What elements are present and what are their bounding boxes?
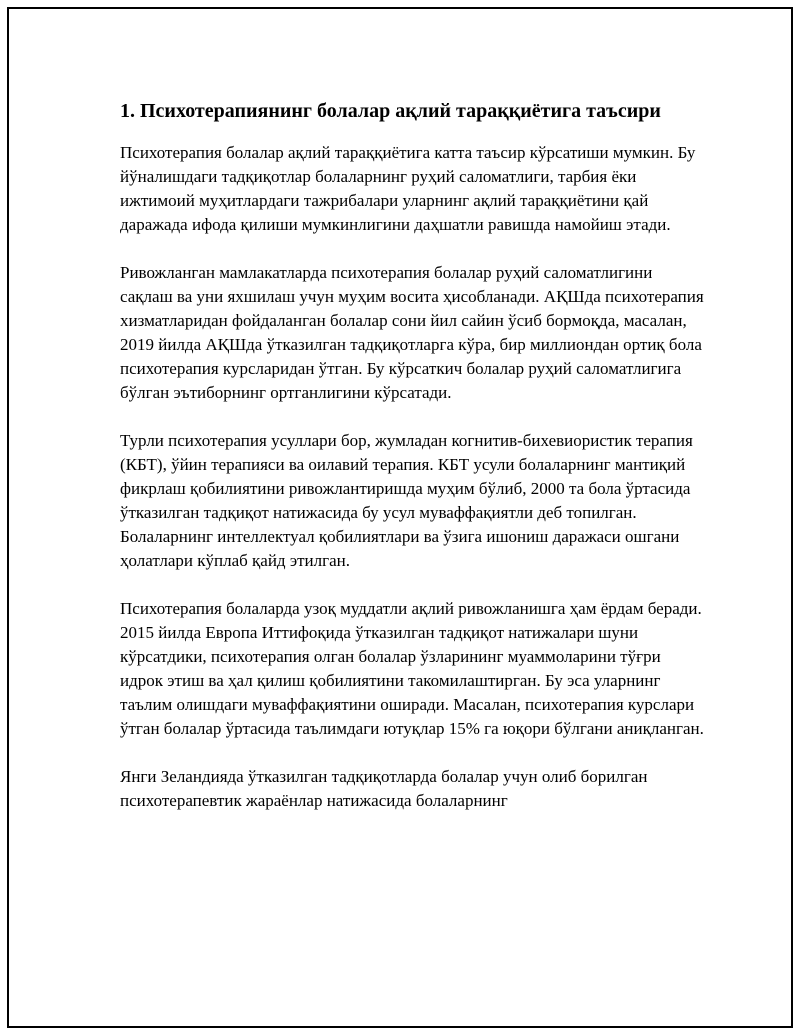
- paragraph-3: Турли психотерапия усуллари бор, жумладан когнитив-бихевиористик терапия (КБТ), ўйин терапияси ва оилавий терапия. КБТ усули болаларнинг мантиқий фикрлаш қобилиятини ривожлантиришда муҳим бўлиб, 2000 та бола ўртасида ўтказилган тадқиқот натижасида бу усул муваффақиятли деб топилган. Болаларнинг интеллектуал қобилиятлари ва ўзига ишониш даражаси ошгани ҳолатлари кўплаб қайд этилган.: [120, 431, 693, 570]
- paragraph-1: Психотерапия болалар ақлий тараққиётига катта таъсир кўрсатиши мумкин. Бу йўналишдаги тадқиқотлар болаларнинг руҳий саломатлиги, тарбия ёки ижтимоий муҳитлардаги тажрибалари уларнинг ақлий тараққиётини қай даражада ифода қилиши мумкинлигини даҳшатли равишда намойиш этади.: [120, 143, 696, 234]
- section-title: 1. Психотерапиянинг болалар ақлий тараққиётига таъсири: [120, 100, 661, 122]
- page-frame: [7, 7, 793, 1028]
- paragraph-4: Психотерапия болаларда узоқ муддатли ақлий ривожланишга ҳам ёрдам беради. 2015 йилда Европа Иттифоқида ўтказилган тадқиқот натижалари шуни кўрсатдики, психотерапия олган болалар ўзларининг муаммоларини тўғри идрок этиш ва ҳал қилиш қобилиятини такомилаштирган. Бу эса уларнинг таълим олишдаги муваффақиятини оширади. Масалан, психотерапия курслари ўтган болалар ўртасида таълимдаги ютуқлар 15% га юқори бўлгани аниқланган.: [120, 599, 704, 738]
- document-body: [120, 97, 705, 837]
- paragraph-5: Янги Зеландияда ўтказилган тадқиқотларда болалар учун олиб борилган психотерапевтик жараёнлар натижасида болаларнинг: [120, 767, 648, 810]
- paragraph-2: Ривожланган мамлакатларда психотерапия болалар руҳий саломатлигини сақлаш ва уни яхшилаш учун муҳим восита ҳисобланади. АҚШда психотерапия хизматларидан фойдаланган болалар сони йил сайин ўсиб бормоқда, масалан, 2019 йилда АҚШда ўтказилган тадқиқотларга кўра, бир миллиондан ортиқ бола психотерапия курсларидан ўтган. Бу кўрсаткич болалар руҳий саломатлигига бўлган эътиборнинг ортганлигини кўрсатади.: [120, 263, 704, 402]
